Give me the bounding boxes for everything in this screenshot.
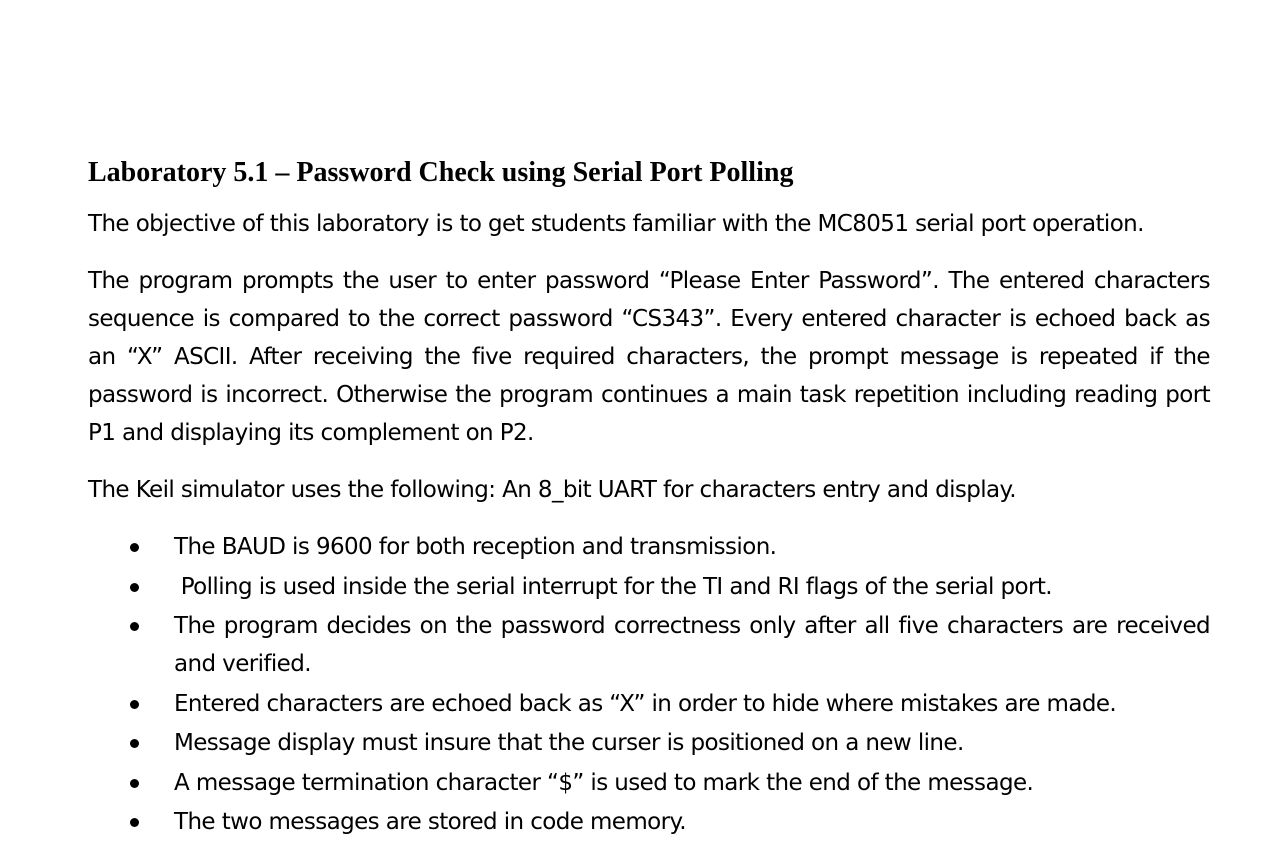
- document-page: [88, 155, 1210, 843]
- list-item-text: Polling is used inside the serial interrupt for the TI and RI flags of the serial port.: [174, 573, 1053, 600]
- list-item-text: A message termination character “$” is used to mark the end of the message.: [174, 769, 1034, 796]
- bullet-icon: [130, 700, 139, 709]
- list-item: [88, 685, 1210, 723]
- list-item: [88, 607, 1210, 683]
- objective-paragraph: The objective of this laboratory is to get students familiar with the MC8051 serial port operation.: [88, 211, 1144, 237]
- lab-heading: Laboratory 5.1 – Password Check using Serial Port Polling: [88, 157, 794, 188]
- list-item: [88, 724, 1210, 762]
- requirements-list: [88, 528, 1210, 841]
- bullet-icon: [130, 818, 139, 827]
- bullet-icon: [130, 543, 139, 552]
- simulator-paragraph: The Keil simulator uses the following: An 8_bit UART for characters entry and display.: [88, 477, 1016, 503]
- list-item: [88, 568, 1210, 606]
- list-item-text: Message display must insure that the curser is positioned on a new line.: [174, 730, 964, 756]
- list-item: [88, 528, 1210, 566]
- bullet-icon: [130, 622, 139, 631]
- list-item: [88, 764, 1210, 802]
- list-item-text: Entered characters are echoed back as “X” in order to hide where mistakes are made.: [174, 690, 1117, 717]
- list-item-text: The program decides on the password correctness only after all five characters are received and verified.: [174, 613, 1210, 677]
- list-item: [88, 803, 1210, 841]
- bullet-icon: [130, 779, 139, 788]
- bullet-icon: [130, 583, 139, 592]
- bullet-icon: [130, 739, 139, 748]
- list-item-text: The BAUD is 9600 for both reception and transmission.: [174, 534, 777, 560]
- program-description-paragraph: The program prompts the user to enter password “Please Enter Password”. The entered characters sequence is compared to the correct password “CS343”. Every entered character is echoed back as an “X” ASCII. After receiving the five required characters, the prompt message is repeated if the password is incorrect. Otherwise the program continues a main task repetition including reading port P1 and displaying its complement on P2.: [88, 268, 1210, 446]
- list-item-text: The two messages are stored in code memory.: [174, 809, 686, 835]
